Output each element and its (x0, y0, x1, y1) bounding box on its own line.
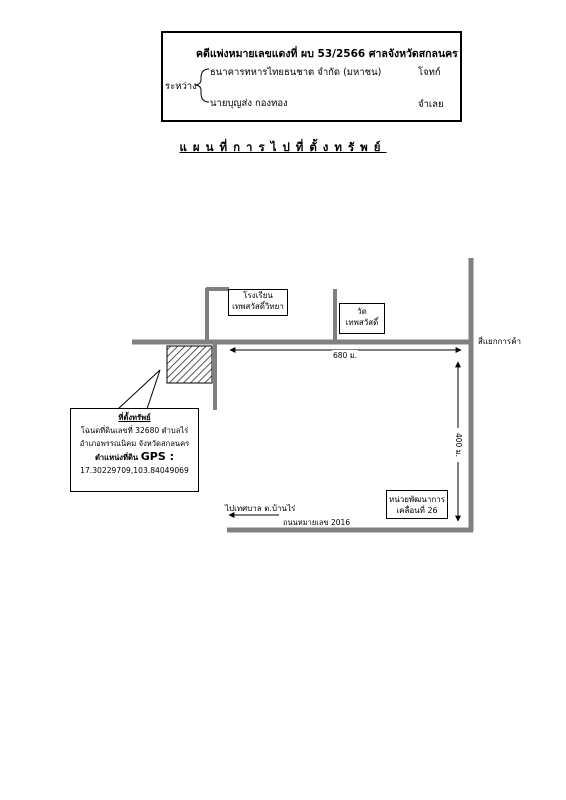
property-callout (118, 370, 160, 409)
property-district-line: อำเภอพรรณนิคม จังหวัดสกลนคร (79, 439, 190, 448)
distance-label-horizontal: 680 ม. (333, 351, 358, 360)
intersection-label: สี่แยกการค้า (478, 337, 522, 346)
gps-label: ตำแหน่งที่ดิน (94, 453, 139, 462)
defendant-role: จำเลย (418, 99, 444, 110)
temple-label-line1: วัด (357, 307, 367, 316)
defendant-name: นายบุญส่ง กองทอง (210, 98, 288, 109)
development-unit-line1: หน่วยพัฒนาการ (388, 495, 445, 504)
plaintiff-name: ธนาคารทหารไทยธนชาต จำกัด (มหาชน) (210, 67, 382, 78)
development-unit-line2: เคลื่อนที่ 26 (396, 506, 438, 515)
school-label-box (228, 289, 288, 316)
direction-label: ไปเทศบาล ต.บ้านไร่ (225, 504, 296, 513)
map-title: แผนที่การไปที่ตั้งทรัพย์ (179, 140, 387, 154)
property-gps-line (71, 450, 198, 464)
distance-label-vertical: 400 ม. (452, 428, 464, 462)
between-brace (196, 69, 209, 102)
property-info-title: ที่ตั้งทรัพย์ (118, 413, 151, 422)
school-label-line2: เทพสวัสดิ์วิทยา (232, 302, 284, 311)
development-unit-box (386, 490, 448, 519)
property-parcel (167, 346, 212, 383)
temple-label-line2: เทพสวัสดิ์ (345, 318, 379, 327)
gps-coordinates: 17.30229709,103.84049069 (80, 466, 189, 475)
between-label: ระหว่าง (165, 81, 197, 92)
property-deed-line: โฉนดที่ดินเลขที่ 32680 ตำบลไร่ (80, 426, 189, 435)
gps-word: GPS : (140, 450, 175, 463)
school-label-line1: โรงเรียน (243, 291, 273, 300)
case-number-line: คดีแพ่งหมายเลขแดงที่ ผบ 53/2566 ศาลจังหวัดสกลนคร (196, 48, 458, 60)
property-info-box (70, 408, 199, 492)
temple-label-box (339, 303, 385, 334)
road-number-label: ถนนหมายเลข 2016 (283, 518, 351, 527)
plaintiff-role: โจทก์ (418, 67, 441, 78)
